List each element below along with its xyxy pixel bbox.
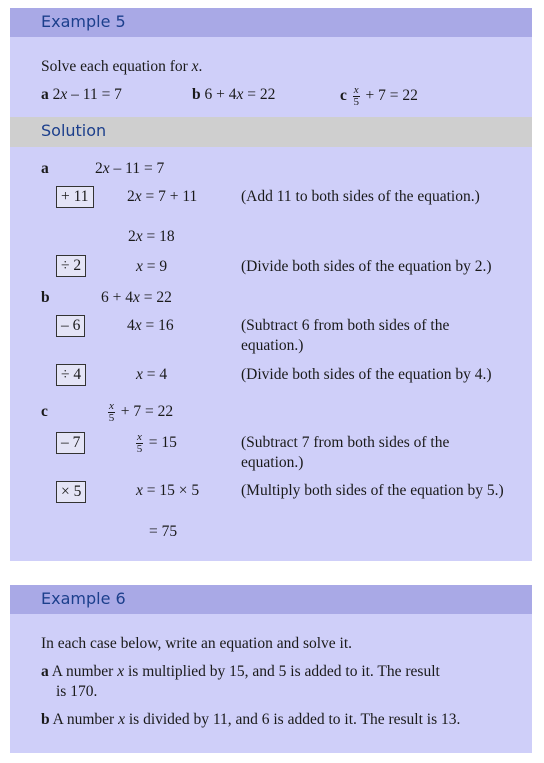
solution-c-note2: (Multiply both sides of the equation by 5.)	[241, 482, 504, 499]
fraction: $\frac{x}{5}$	[108, 400, 115, 424]
example-5-title: Example 5	[10, 8, 532, 37]
solution-b-line1: 4x = 16	[127, 317, 174, 334]
operation-box: – 7	[56, 432, 85, 454]
example-6-part-b: b A number x is divided by 11, and 6 is added to it. The result is 13.	[41, 711, 461, 728]
example-6-part-a: a A number x is multiplied by 15, and 5 is added to it. The result	[41, 663, 440, 680]
solution-c-line1: $\frac{x}{5}$ = 15	[136, 431, 177, 455]
solution-a-label: a	[41, 160, 49, 177]
example-6-intro: In each case below, write an equation and solve it.	[41, 635, 353, 652]
example-5-intro: Solve each equation for x.	[41, 58, 203, 75]
solution-a-note1: (Add 11 to both sides of the equation.)	[241, 188, 480, 205]
operation-box: × 5	[56, 481, 86, 503]
example-6-box	[10, 585, 532, 753]
solution-c-note1: (Subtract 7 from both sides of the equation.)	[241, 434, 450, 471]
solution-c-line2: x = 15 × 5	[136, 482, 200, 499]
example-5-part-b: b 6 + 4x = 22	[192, 86, 276, 103]
solution-b-line0: 6 + 4x = 22	[101, 289, 172, 306]
solution-title: Solution	[10, 117, 532, 147]
example-6-part-a-cont: is 170.	[56, 683, 98, 700]
example-6-title: Example 6	[10, 585, 532, 614]
example-5-part-a: a 2x – 11 = 7	[41, 86, 122, 103]
solution-b-line2: x = 4	[136, 366, 168, 383]
solution-c-line0: $\frac{x}{5}$ + 7 = 22	[108, 400, 174, 424]
operation-box: ÷ 4	[56, 364, 86, 386]
solution-a-line1: 2x = 7 + 11	[127, 188, 198, 205]
solution-b-note2: (Divide both sides of the equation by 4.)	[241, 366, 492, 383]
solution-a-line2: 2x = 18	[128, 228, 175, 245]
solution-a-note3: (Divide both sides of the equation by 2.)	[241, 258, 492, 275]
solution-a-line3: x = 9	[136, 258, 168, 275]
solution-b-note1: (Subtract 6 from both sides of the equation.)	[241, 317, 450, 354]
solution-c-label: c	[41, 403, 48, 420]
operation-box: + 11	[56, 186, 94, 208]
solution-a-line0: 2x – 11 = 7	[95, 160, 165, 177]
example-5-box	[10, 8, 532, 561]
operation-box: ÷ 2	[56, 255, 86, 277]
operation-box: – 6	[56, 315, 85, 337]
solution-c-line3: = 75	[149, 523, 178, 540]
fraction: $\frac{x}{5}$	[136, 431, 143, 455]
fraction: $\frac{x}{5}$	[353, 84, 359, 108]
solution-b-label: b	[41, 289, 50, 306]
example-5-part-c: c $\frac{x}{5}$ + 7 = 22	[340, 84, 418, 108]
